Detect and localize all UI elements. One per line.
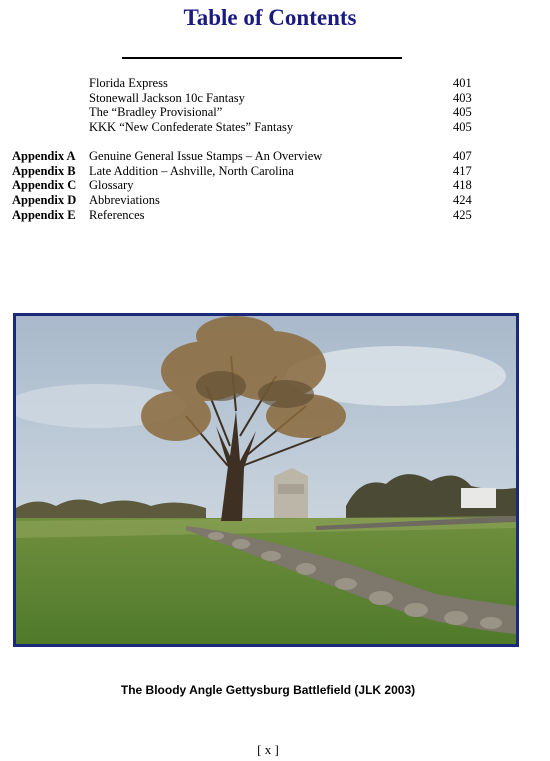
battlefield-photo	[13, 313, 519, 647]
toc-page-number: 418	[453, 178, 472, 192]
toc-appendix-label: Appendix A	[12, 149, 76, 163]
toc-page-number: 407	[453, 149, 472, 163]
photo-caption: The Bloody Angle Gettysburg Battlefield (JLK 2003)	[120, 683, 416, 697]
toc-page-number: 405	[453, 120, 472, 134]
toc-appendix-label: Appendix C	[12, 178, 77, 192]
toc-page-number: 403	[453, 91, 472, 105]
toc-entry-title[interactable]: Abbreviations	[89, 193, 160, 207]
toc-page-number: 424	[453, 193, 472, 207]
toc-entry-title[interactable]: Glossary	[89, 178, 134, 192]
toc-row[interactable]	[0, 208, 550, 223]
toc-row[interactable]	[0, 105, 550, 120]
toc-row[interactable]	[0, 91, 550, 106]
page-title: Table of Contents	[183, 5, 357, 30]
toc-entry-title[interactable]: Stonewall Jackson 10c Fantasy	[89, 91, 245, 105]
toc-entry-title[interactable]: Florida Express	[89, 76, 168, 90]
toc-page-number: 401	[453, 76, 472, 90]
toc-entry-title[interactable]: References	[89, 208, 145, 222]
toc-row[interactable]	[0, 120, 550, 135]
battlefield-photo-scene	[16, 316, 516, 644]
toc-row[interactable]	[0, 149, 550, 164]
toc-row[interactable]	[0, 193, 550, 208]
toc-row[interactable]	[0, 76, 550, 91]
page-number: [ x ]	[257, 742, 279, 757]
toc-appendix-label: Appendix D	[12, 193, 77, 207]
toc-entry-title[interactable]: The “Bradley Provisional”	[89, 105, 223, 119]
toc-entry-title[interactable]: Genuine General Issue Stamps – An Overview	[89, 149, 323, 163]
toc-row[interactable]	[0, 178, 550, 193]
toc-row[interactable]	[0, 164, 550, 179]
toc-appendix-label: Appendix B	[12, 164, 76, 178]
toc-page-number: 417	[453, 164, 472, 178]
toc-page-number: 405	[453, 105, 472, 119]
toc-entry-title[interactable]: KKK “New Confederate States” Fantasy	[89, 120, 294, 134]
toc-entry-title[interactable]: Late Addition – Ashville, North Carolina	[89, 164, 294, 178]
toc-appendix-label: Appendix E	[12, 208, 76, 222]
toc-page-number: 425	[453, 208, 472, 222]
title-divider	[122, 57, 402, 59]
